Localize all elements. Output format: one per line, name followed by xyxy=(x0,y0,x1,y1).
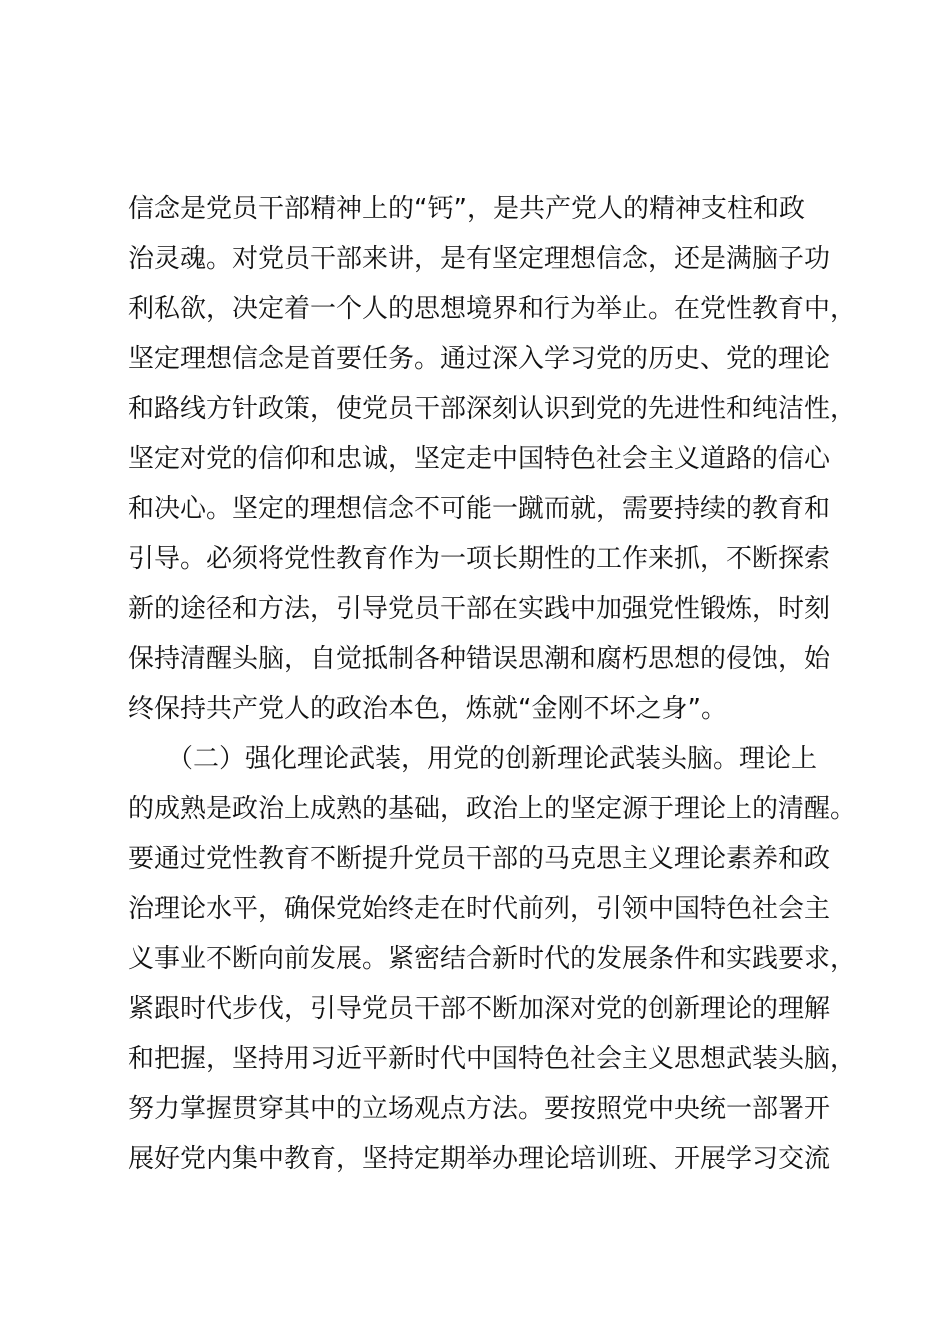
text-line-6: 坚定对党的信仰和忠诚，坚定走中国特色社会主义道路的信心 xyxy=(128,444,831,474)
text-line-1: 信念是党员干部精神上的“钙”，是共产党人的精神支柱和政 xyxy=(128,194,805,224)
text-line-20: 展好党内集中教育，坚持定期举办理论培训班、开展学习交流 xyxy=(128,1144,831,1174)
text-line-10: 保持清醒头脑，自觉抵制各种错误思潮和腐朽思想的侵蚀，始 xyxy=(128,644,831,674)
text-line-9: 新的途径和方法，引导党员干部在实践中加强党性锻炼，时刻 xyxy=(128,594,831,624)
text-line-18: 和把握，坚持用习近平新时代中国特色社会主义思想武装头脑， xyxy=(128,1044,857,1074)
body-text xyxy=(128,184,857,1184)
text-line-3: 利私欲，决定着一个人的思想境界和行为举止。在党性教育中， xyxy=(128,294,857,324)
text-line-4: 坚定理想信念是首要任务。通过深入学习党的历史、党的理论 xyxy=(128,344,831,374)
text-line-16: 义事业不断向前发展。紧密结合新时代的发展条件和实践要求， xyxy=(128,944,857,974)
text-line-5: 和路线方针政策，使党员干部深刻认识到党的先进性和纯洁性， xyxy=(128,394,857,424)
text-line-2: 治灵魂。对党员干部来讲，是有坚定理想信念，还是满脑子功 xyxy=(128,244,831,274)
text-line-14: 要通过党性教育不断提升党员干部的马克思主义理论素养和政 xyxy=(128,844,831,874)
text-line-17: 紧跟时代步伐，引导党员干部不断加深对党的创新理论的理解 xyxy=(128,994,831,1024)
text-line-11: 终保持共产党人的政治本色，炼就“金刚不坏之身”。 xyxy=(128,694,727,724)
text-line-12: （二）强化理论武装，用党的创新理论武装头脑。理论上 xyxy=(128,744,818,774)
text-line-13: 的成熟是政治上成熟的基础，政治上的坚定源于理论上的清醒。 xyxy=(128,794,857,824)
text-line-15: 治理论水平，确保党始终走在时代前列，引领中国特色社会主 xyxy=(128,894,831,924)
text-line-19: 努力掌握贯穿其中的立场观点方法。要按照党中央统一部署开 xyxy=(128,1094,831,1124)
text-line-8: 引导。必须将党性教育作为一项长期性的工作来抓，不断探索 xyxy=(128,544,831,574)
text-line-7: 和决心。坚定的理想信念不可能一蹴而就，需要持续的教育和 xyxy=(128,494,831,524)
